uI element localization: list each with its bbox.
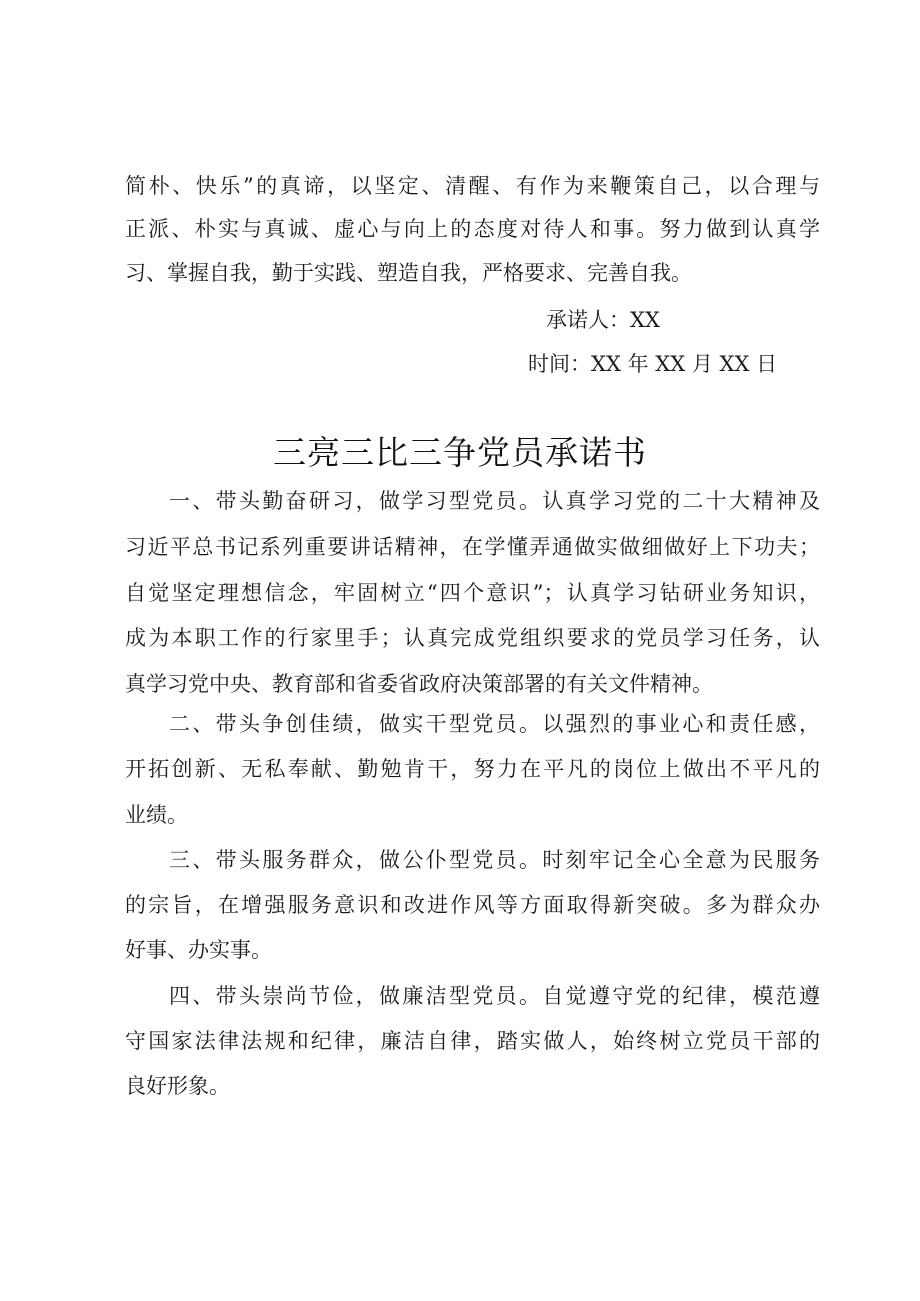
previous-text-line: 习、掌握自我，勤于实践、塑造自我，严格要求、完善自我。: [125, 261, 692, 285]
previous-text-line: 简朴、快乐”的真谛，以坚定、清醒、有作为来鞭策自己，以合理与: [125, 174, 820, 198]
paragraph-2-line: 开拓创新、无私奉献、勤勉肯干，努力在平凡的岗位上做出不平凡的: [125, 757, 820, 781]
paragraph-4-line: 守国家法律法规和纪律，廉洁自律，踏实做人，始终树立党员干部的: [125, 1029, 820, 1053]
paragraph-1-line: 一、带头勤奋研习，做学习型党员。认真学习党的二十大精神及: [169, 489, 820, 513]
page-title: 三亮三比三争党员承诺书: [273, 433, 647, 472]
paragraph-2-line: 二、带头争创佳绩，做实干型党员。以强烈的事业心和责任感，: [169, 712, 820, 736]
paragraph-2-line: 业绩。: [125, 803, 188, 827]
paragraph-3-line: 的宗旨，在增强服务意识和改进作风等方面取得新突破。多为群众办: [125, 893, 820, 917]
previous-text-line: 正派、朴实与真诚、虚心与向上的态度对待人和事。努力做到认真学: [125, 217, 820, 241]
paragraph-1-line: 成为本职工作的行家里手；认真完成党组织要求的党员学习任务，认: [125, 626, 820, 650]
paragraph-4-line: 良好形象。: [125, 1074, 230, 1098]
paragraph-1-line: 自觉坚定理想信念，牢固树立“四个意识”；认真学习钻研业务知识，: [125, 581, 820, 605]
paragraph-3-line: 三、带头服务群众，做公仆型党员。时刻牢记全心全意为民服务: [169, 848, 820, 872]
promisor-signature: 承诺人：XX: [546, 308, 660, 332]
paragraph-1-line: 习近平总书记系列重要讲话精神，在学懂弄通做实做细做好上下功夫；: [125, 535, 820, 559]
signature-date: 时间：XX 年 XX 月 XX 日: [528, 352, 778, 376]
paragraph-4-line: 四、带头崇尚节俭，做廉洁型党员。自觉遵守党的纪律，模范遵: [169, 984, 820, 1008]
paragraph-1-line: 真学习党中央、教育部和省委省政府决策部署的有关文件精神。: [125, 672, 713, 696]
paragraph-3-line: 好事、办实事。: [125, 938, 272, 962]
